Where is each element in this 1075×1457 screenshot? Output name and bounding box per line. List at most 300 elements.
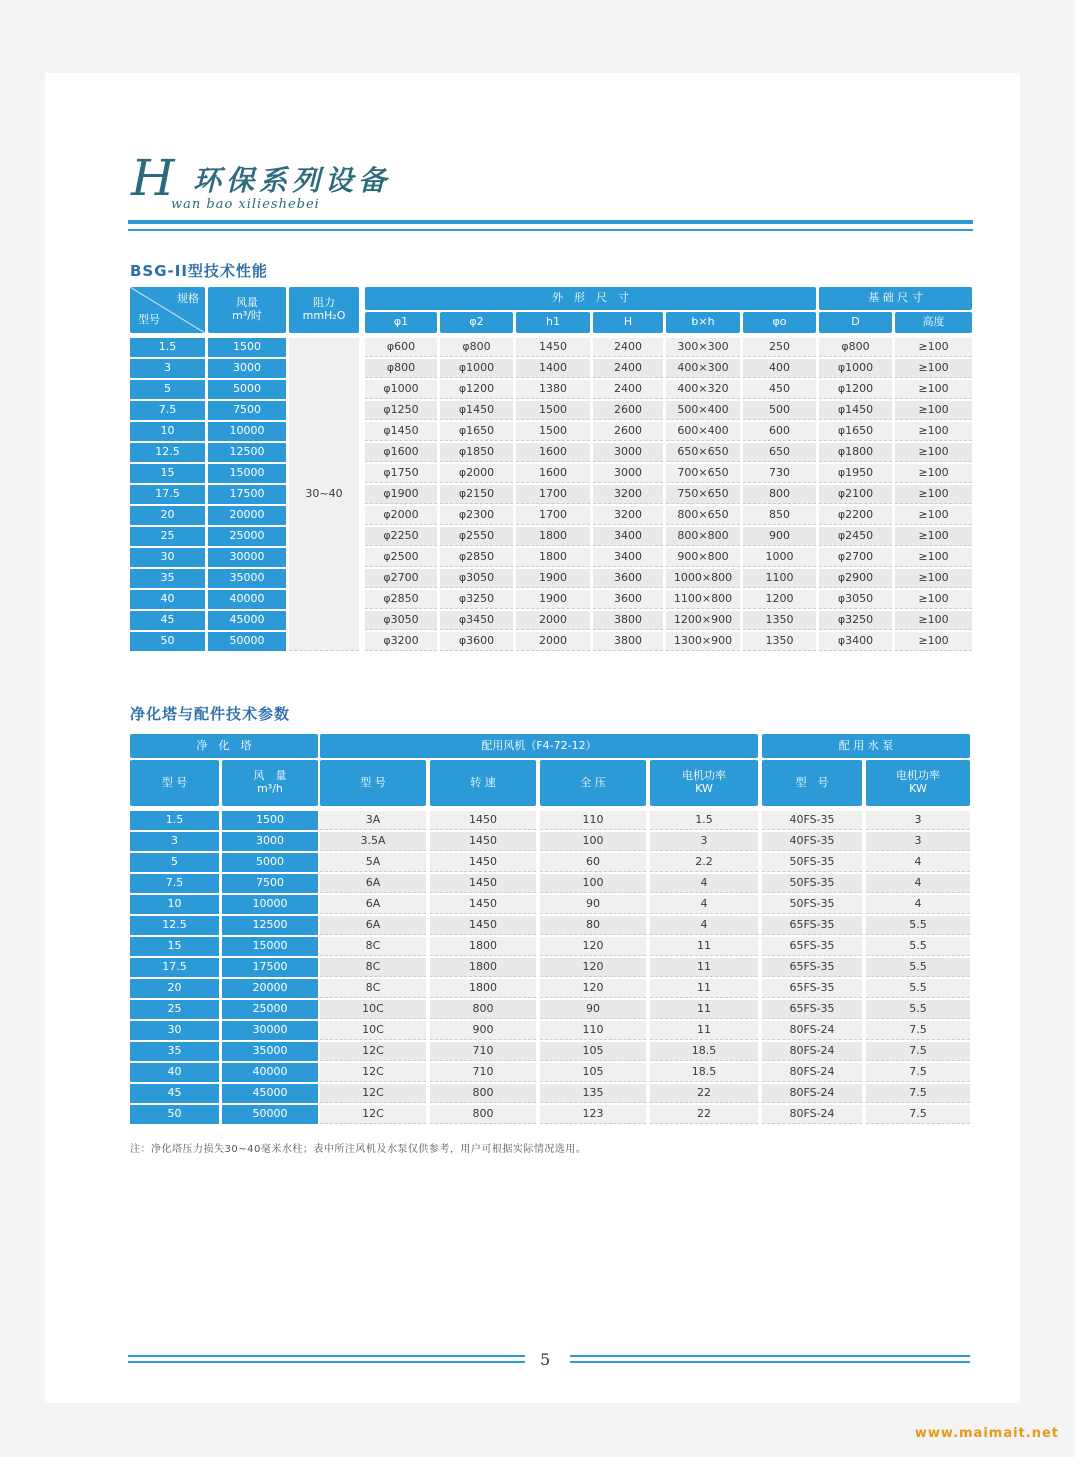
model-cell: 35: [130, 1042, 219, 1061]
model-cell: 50: [130, 632, 205, 651]
table-cell: 123: [540, 1105, 646, 1124]
model-cell: 7500: [222, 874, 318, 893]
table-cell: 800: [743, 485, 816, 504]
table-cell: 800: [430, 1105, 536, 1124]
table-cell: 65FS-35: [762, 1000, 862, 1019]
column-header: [650, 760, 758, 806]
table-cell: φ2500: [365, 548, 437, 567]
footer-rule-right: [570, 1355, 970, 1357]
table-cell: φ1250: [365, 401, 437, 420]
table-cell: 80FS-24: [762, 1042, 862, 1061]
table-cell: 1600: [516, 443, 590, 462]
table-cell: 4: [866, 853, 970, 872]
section1-title: BSG-II型技术性能: [130, 262, 268, 280]
table-cell: 600: [743, 422, 816, 441]
pump-header: 配 用 水 泵: [762, 734, 970, 758]
column-header: 型 号: [762, 760, 862, 806]
header-unit: m³/时: [232, 309, 262, 322]
header-line: 电机功率: [682, 769, 726, 783]
table-cell: 1600: [516, 464, 590, 483]
table-cell: φ2900: [819, 569, 892, 588]
table-cell: 60: [540, 853, 646, 872]
model-cell: 30: [130, 1021, 219, 1040]
table-cell: ≥100: [895, 569, 972, 588]
table-cell: 120: [540, 979, 646, 998]
table-cell: 1000: [743, 548, 816, 567]
table-cell: 100: [540, 874, 646, 893]
table-cell: 710: [430, 1063, 536, 1082]
column-header: 转 速: [430, 760, 536, 806]
model-cell: 12.5: [130, 443, 205, 462]
table-cell: φ1000: [365, 380, 437, 399]
table-cell: 12C: [320, 1084, 426, 1103]
model-cell: 50000: [208, 632, 286, 651]
table-cell: 5.5: [866, 958, 970, 977]
tower-header: 净 化 塔: [130, 734, 318, 758]
table-cell: 3200: [593, 506, 663, 525]
table-cell: 650: [743, 443, 816, 462]
table-cell: φ3450: [440, 611, 513, 630]
table-cell: 80: [540, 916, 646, 935]
table-cell: 3200: [593, 485, 663, 504]
table-cell: 3800: [593, 611, 663, 630]
model-cell: 20: [130, 979, 219, 998]
table-cell: 18.5: [650, 1042, 758, 1061]
table-cell: 1800: [430, 937, 536, 956]
logo-title: 环保系列设备: [193, 164, 392, 197]
table-cell: 90: [540, 1000, 646, 1019]
table-cell: 500×400: [666, 401, 740, 420]
table-cell: ≥100: [895, 464, 972, 483]
table-cell: 500: [743, 401, 816, 420]
table-cell: φ1450: [819, 401, 892, 420]
table-cell: 8C: [320, 958, 426, 977]
model-cell: 3: [130, 359, 205, 378]
table-cell: 11: [650, 979, 758, 998]
table-cell: 120: [540, 937, 646, 956]
table-cell: φ3050: [440, 569, 513, 588]
base-dimension-header: 基 础 尺 寸: [819, 287, 972, 310]
table-cell: φ1750: [365, 464, 437, 483]
model-cell: 45: [130, 1084, 219, 1103]
table-cell: ≥100: [895, 506, 972, 525]
model-cell: 35000: [222, 1042, 318, 1061]
table-cell: φ800: [440, 338, 513, 357]
column-header: [222, 760, 318, 806]
table-cell: 50FS-35: [762, 895, 862, 914]
header-unit: m³/h: [257, 782, 283, 795]
table-cell: 4: [650, 874, 758, 893]
table-cell: 4: [866, 874, 970, 893]
table-cell: 3: [650, 832, 758, 851]
model-cell: 12500: [208, 443, 286, 462]
table-cell: 1500: [516, 401, 590, 420]
table-cell: 80FS-24: [762, 1084, 862, 1103]
model-cell: 25000: [208, 527, 286, 546]
model-cell: 25: [130, 1000, 219, 1019]
resistance-header: [289, 287, 359, 333]
table-cell: 5.5: [866, 979, 970, 998]
page-number: 5: [540, 1350, 551, 1369]
section2-title: 净化塔与配件技术参数: [130, 705, 291, 723]
model-cell: 1500: [208, 338, 286, 357]
table-cell: φ2000: [440, 464, 513, 483]
dimension-col-header: φo: [743, 312, 816, 333]
table-cell: 65FS-35: [762, 937, 862, 956]
table-cell: 2400: [593, 338, 663, 357]
table-cell: φ2550: [440, 527, 513, 546]
outer-dimension-header: 外 形 尺 寸: [365, 287, 816, 310]
table-cell: 65FS-35: [762, 979, 862, 998]
table-cell: 1450: [430, 811, 536, 830]
model-cell: 45: [130, 611, 205, 630]
table-cell: 800: [430, 1000, 536, 1019]
base-col-header: 高度: [895, 312, 972, 333]
model-cell: 10000: [222, 895, 318, 914]
table-cell: 12C: [320, 1105, 426, 1124]
table-cell: 1400: [516, 359, 590, 378]
table-cell: 11: [650, 1000, 758, 1019]
model-cell: 40: [130, 590, 205, 609]
column-header: 型 号: [320, 760, 426, 806]
dimension-col-header: H: [593, 312, 663, 333]
table-cell: 11: [650, 958, 758, 977]
table-cell: φ3200: [365, 632, 437, 651]
table-cell: 110: [540, 811, 646, 830]
table-cell: 40FS-35: [762, 832, 862, 851]
table-cell: 1300×900: [666, 632, 740, 651]
model-cell: 17500: [222, 958, 318, 977]
table-cell: 3: [866, 832, 970, 851]
table-cell: ≥100: [895, 338, 972, 357]
table-cell: 1450: [430, 916, 536, 935]
model-cell: 12500: [222, 916, 318, 935]
model-cell: 7500: [208, 401, 286, 420]
table-cell: φ2850: [365, 590, 437, 609]
table-cell: 800×650: [666, 506, 740, 525]
table-cell: 4: [650, 895, 758, 914]
table-cell: 300×300: [666, 338, 740, 357]
table-cell: 1380: [516, 380, 590, 399]
table-cell: 3600: [593, 590, 663, 609]
table-cell: 90: [540, 895, 646, 914]
table-cell: 1450: [430, 832, 536, 851]
model-cell: 12.5: [130, 916, 219, 935]
table-cell: 1900: [516, 569, 590, 588]
table-cell: 4: [866, 895, 970, 914]
table-cell: φ1800: [819, 443, 892, 462]
table-cell: 80FS-24: [762, 1105, 862, 1124]
table-cell: ≥100: [895, 359, 972, 378]
table-cell: φ1850: [440, 443, 513, 462]
table-cell: 1200×900: [666, 611, 740, 630]
table-cell: 7.5: [866, 1084, 970, 1103]
model-cell: 25: [130, 527, 205, 546]
model-cell: 7.5: [130, 874, 219, 893]
table-cell: 2400: [593, 359, 663, 378]
table-cell: 12C: [320, 1042, 426, 1061]
table-note: 注：净化塔压力损失30~40毫米水柱；表中所注风机及水泵仅供参考，用户可根据实际情况选用。: [130, 1144, 587, 1155]
table-cell: 80FS-24: [762, 1063, 862, 1082]
model-cell: 40: [130, 1063, 219, 1082]
model-cell: 17.5: [130, 958, 219, 977]
table-cell: φ2450: [819, 527, 892, 546]
table-cell: 1100: [743, 569, 816, 588]
table-cell: 5.5: [866, 937, 970, 956]
dimension-col-header: φ1: [365, 312, 437, 333]
header-line: 风 量: [253, 769, 287, 783]
table-cell: 80FS-24: [762, 1021, 862, 1040]
model-cell: 3000: [208, 359, 286, 378]
table-cell: ≥100: [895, 590, 972, 609]
table-cell: 700×650: [666, 464, 740, 483]
table-cell: 1000×800: [666, 569, 740, 588]
table-cell: ≥100: [895, 485, 972, 504]
table-cell: φ1650: [440, 422, 513, 441]
model-cell: 15000: [222, 937, 318, 956]
model-cell: 15: [130, 937, 219, 956]
table-cell: 22: [650, 1084, 758, 1103]
table-cell: 1450: [430, 874, 536, 893]
table-cell: 730: [743, 464, 816, 483]
table-cell: φ2850: [440, 548, 513, 567]
table-cell: φ2200: [819, 506, 892, 525]
table-cell: 135: [540, 1084, 646, 1103]
table-cell: 3: [866, 811, 970, 830]
model-cell: 50000: [222, 1105, 318, 1124]
table-cell: φ2700: [365, 569, 437, 588]
header-unit: KW: [909, 782, 927, 795]
table-cell: 1350: [743, 632, 816, 651]
table-cell: φ2000: [365, 506, 437, 525]
table-cell: 40FS-35: [762, 811, 862, 830]
model-cell: 50: [130, 1105, 219, 1124]
table-cell: 6A: [320, 895, 426, 914]
model-cell: 17500: [208, 485, 286, 504]
footer-rule-right-2: [570, 1361, 970, 1363]
model-cell: 20: [130, 506, 205, 525]
table-cell: 3000: [593, 443, 663, 462]
table-cell: 1800: [430, 958, 536, 977]
table-cell: 22: [650, 1105, 758, 1124]
model-cell: 45000: [208, 611, 286, 630]
table-cell: ≥100: [895, 611, 972, 630]
table-cell: 1800: [516, 527, 590, 546]
table-cell: ≥100: [895, 422, 972, 441]
table-cell: 2000: [516, 632, 590, 651]
table-cell: 900×800: [666, 548, 740, 567]
table-cell: 2.2: [650, 853, 758, 872]
model-cell: 30000: [222, 1021, 318, 1040]
model-cell: 1500: [222, 811, 318, 830]
table-cell: 3600: [593, 569, 663, 588]
header-line: 阻力: [313, 296, 335, 310]
spec-label: 规格: [177, 292, 199, 305]
table-cell: 7.5: [866, 1042, 970, 1061]
model-cell: 15000: [208, 464, 286, 483]
site-watermark: www.maimait.net: [914, 1426, 1059, 1441]
model-cell: 5: [130, 380, 205, 399]
table-cell: 600×400: [666, 422, 740, 441]
table-cell: 1800: [516, 548, 590, 567]
table-cell: 1450: [516, 338, 590, 357]
table-cell: φ1900: [365, 485, 437, 504]
model-cell: 7.5: [130, 401, 205, 420]
table-cell: 50FS-35: [762, 853, 862, 872]
table-cell: 800×800: [666, 527, 740, 546]
model-cell: 17.5: [130, 485, 205, 504]
table-cell: φ800: [365, 359, 437, 378]
table-cell: ≥100: [895, 401, 972, 420]
table-cell: 400×300: [666, 359, 740, 378]
column-header: [866, 760, 970, 806]
table-cell: 6A: [320, 874, 426, 893]
brand-logo: [131, 149, 431, 215]
table-cell: 105: [540, 1042, 646, 1061]
table-cell: 65FS-35: [762, 958, 862, 977]
table-cell: φ3400: [819, 632, 892, 651]
table-cell: φ1650: [819, 422, 892, 441]
table-cell: 12C: [320, 1063, 426, 1082]
table-cell: 1700: [516, 485, 590, 504]
table-cell: 1900: [516, 590, 590, 609]
table-cell: 850: [743, 506, 816, 525]
table-cell: φ1200: [440, 380, 513, 399]
model-cell: 5000: [222, 853, 318, 872]
footer-rule-left-2: [128, 1361, 525, 1363]
dimension-col-header: φ2: [440, 312, 513, 333]
model-cell: 20000: [208, 506, 286, 525]
table-cell: 100: [540, 832, 646, 851]
table-cell: φ1000: [819, 359, 892, 378]
table-cell: φ3050: [819, 590, 892, 609]
table-cell: 2000: [516, 611, 590, 630]
table-cell: 2400: [593, 380, 663, 399]
header-rule: [128, 220, 973, 224]
table-cell: 1800: [430, 979, 536, 998]
dimension-col-header: b×h: [666, 312, 740, 333]
table-cell: 105: [540, 1063, 646, 1082]
table-cell: 7.5: [866, 1063, 970, 1082]
table-cell: φ2250: [365, 527, 437, 546]
table-cell: 3000: [593, 464, 663, 483]
table-cell: φ3600: [440, 632, 513, 651]
table-cell: 7.5: [866, 1105, 970, 1124]
model-cell: 35: [130, 569, 205, 588]
table-cell: 1.5: [650, 811, 758, 830]
table-cell: 650×650: [666, 443, 740, 462]
air-volume-header: [208, 287, 286, 333]
table-cell: 800: [430, 1084, 536, 1103]
base-col-header: D: [819, 312, 892, 333]
table-cell: 2600: [593, 401, 663, 420]
table-cell: 7.5: [866, 1021, 970, 1040]
table-cell: φ1200: [819, 380, 892, 399]
table-cell: φ3250: [440, 590, 513, 609]
model-cell: 40000: [208, 590, 286, 609]
table-cell: 750×650: [666, 485, 740, 504]
table-cell: 10C: [320, 1000, 426, 1019]
table-cell: 4: [650, 916, 758, 935]
header-rule-thin: [128, 229, 973, 231]
model-cell: 30: [130, 548, 205, 567]
table-cell: 8C: [320, 979, 426, 998]
table-cell: ≥100: [895, 380, 972, 399]
model-cell: 30000: [208, 548, 286, 567]
table-cell: 450: [743, 380, 816, 399]
table-cell: 400×320: [666, 380, 740, 399]
model-cell: 10: [130, 895, 219, 914]
header-line: 电机功率: [896, 769, 940, 783]
model-cell: 5: [130, 853, 219, 872]
column-header: 全 压: [540, 760, 646, 806]
table-cell: 3800: [593, 632, 663, 651]
table-cell: φ600: [365, 338, 437, 357]
table-cell: 11: [650, 1021, 758, 1040]
table-cell: ≥100: [895, 443, 972, 462]
table-cell: 1350: [743, 611, 816, 630]
table-cell: 120: [540, 958, 646, 977]
model-cell: 40000: [222, 1063, 318, 1082]
dimension-col-header: h1: [516, 312, 590, 333]
model-cell: 3000: [222, 832, 318, 851]
model-cell: 25000: [222, 1000, 318, 1019]
table-cell: φ2100: [819, 485, 892, 504]
fan-header: 配用风机（F4-72-12）: [320, 734, 758, 758]
table-cell: 1450: [430, 895, 536, 914]
table-cell: φ3250: [819, 611, 892, 630]
footer-rule-left: [128, 1355, 525, 1357]
model-cell: 10: [130, 422, 205, 441]
table-cell: 8C: [320, 937, 426, 956]
table-cell: φ2700: [819, 548, 892, 567]
model-cell: 35000: [208, 569, 286, 588]
model-label: 型号: [138, 313, 160, 327]
table-cell: 1500: [516, 422, 590, 441]
table-cell: 1100×800: [666, 590, 740, 609]
table-cell: 5.5: [866, 1000, 970, 1019]
table-cell: 65FS-35: [762, 916, 862, 935]
table-cell: 110: [540, 1021, 646, 1040]
table-cell: φ3050: [365, 611, 437, 630]
table-cell: ≥100: [895, 548, 972, 567]
table-cell: 5A: [320, 853, 426, 872]
table-cell: 2600: [593, 422, 663, 441]
table-cell: ≥100: [895, 632, 972, 651]
table-cell: 400: [743, 359, 816, 378]
table-cell: φ1950: [819, 464, 892, 483]
table-cell: 900: [743, 527, 816, 546]
header-unit: mmH₂O: [302, 309, 346, 322]
table-cell: φ1450: [365, 422, 437, 441]
table-cell: 3.5A: [320, 832, 426, 851]
header-line: 风量: [236, 296, 258, 310]
model-cell: 1.5: [130, 338, 205, 357]
table-cell: 710: [430, 1042, 536, 1061]
table-cell: φ1600: [365, 443, 437, 462]
table-cell: 6A: [320, 916, 426, 935]
column-header: 型 号: [130, 760, 219, 806]
table-cell: φ2150: [440, 485, 513, 504]
table-cell: φ1450: [440, 401, 513, 420]
table-cell: 10C: [320, 1021, 426, 1040]
model-cell: 10000: [208, 422, 286, 441]
table-cell: 50FS-35: [762, 874, 862, 893]
table-cell: 1450: [430, 853, 536, 872]
table-cell: 900: [430, 1021, 536, 1040]
table-cell: 3A: [320, 811, 426, 830]
table-cell: 5.5: [866, 916, 970, 935]
